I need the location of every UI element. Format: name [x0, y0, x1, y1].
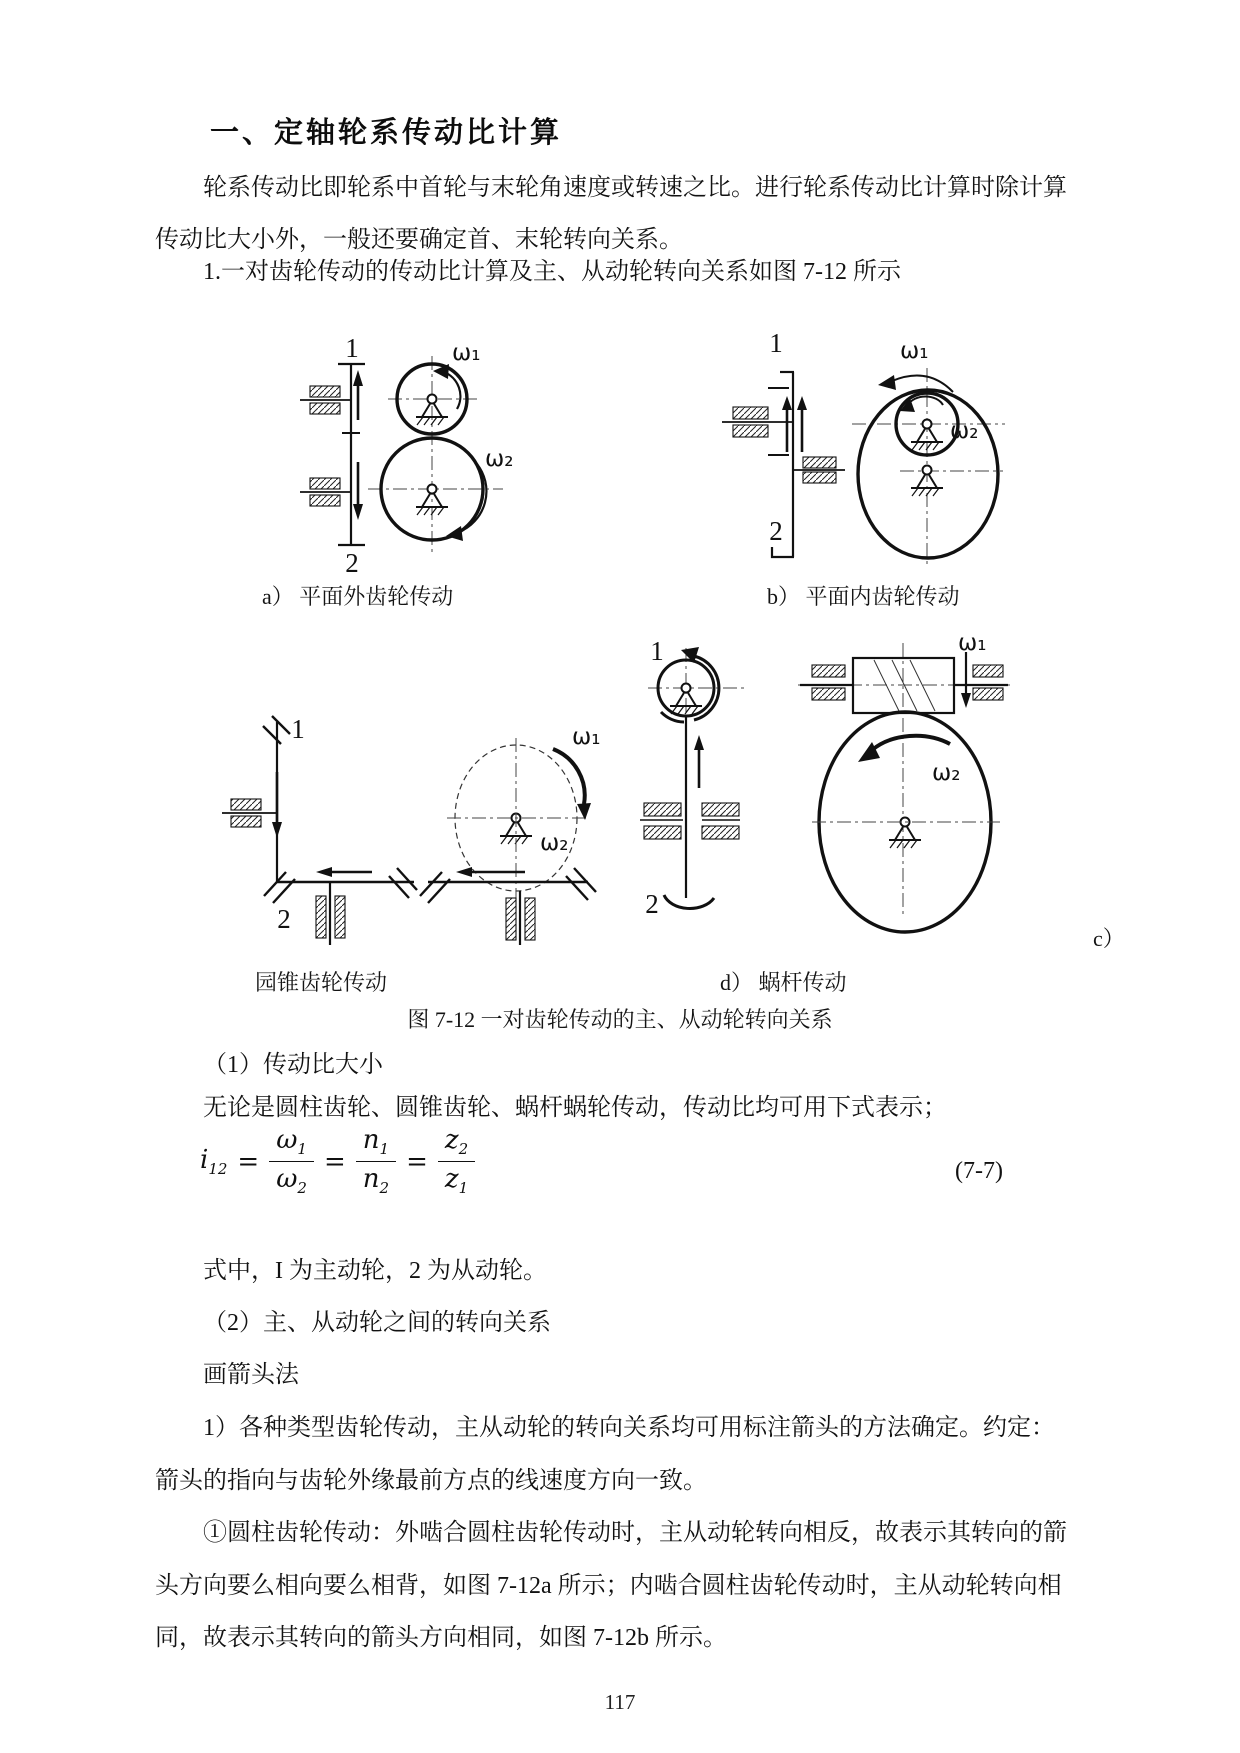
pivot [670, 684, 702, 715]
body-line: 同，故表示其转向的箭头方向相同，如图 7-12b 所示。 [155, 1625, 727, 1651]
omega2-label: ω₂ [950, 418, 979, 444]
pivot [911, 420, 943, 451]
eq-lhs: $i_{12}$ [200, 1145, 228, 1179]
rotation-arrow [444, 372, 460, 409]
body-line: 轮系传动比即轮系中首轮与末轮角速度或转速之比。进行轮系传动比计算时除计算 [203, 175, 1067, 201]
support [506, 891, 535, 945]
worm-wheel-small-circle [658, 660, 714, 716]
pivot [500, 814, 532, 845]
omega2-label: ω₂ [540, 830, 569, 856]
fraction-n: $\frac{n_1}{n_2}$ [356, 1126, 396, 1198]
omega1-label: ω₁ [572, 724, 601, 750]
body-line: 箭头的指向与齿轮外缘最前方点的线速度方向一致。 [155, 1468, 707, 1494]
body-line: （2）主、从动轮之间的转向关系 [203, 1310, 551, 1336]
body-line: （1）传动比大小 [203, 1052, 383, 1078]
body-line: 1）各种类型齿轮传动，主从动轮的转向关系均可用标注箭头的方法确定。约定： [203, 1415, 1055, 1441]
body-line: 传动比大小外，一般还要确定首、末轮转向关系。 [155, 227, 683, 253]
support [316, 882, 345, 945]
fraction-z: $\frac{z_2}{z_1}$ [438, 1126, 475, 1198]
body-line: ①圆柱齿轮传动：外啮合圆柱齿轮传动时，主从动轮转向相反，故表示其转向的箭 [203, 1520, 1067, 1546]
rotation-arrow [872, 736, 950, 750]
diagram-a-shaft2-label: 2 [345, 548, 359, 578]
figure-caption: 图 7-12 一对齿轮传动的主、从动轮转向关系 [407, 1007, 833, 1032]
bearing [722, 407, 845, 483]
gear1-circle [397, 364, 467, 434]
bevel-wheel-circle [455, 745, 577, 891]
body-line: 式中，I 为主动轮，2 为从动轮。 [203, 1258, 547, 1284]
pinion-circle [896, 393, 958, 455]
diagram-c-shaft2-label: 2 [277, 904, 291, 934]
section-heading: 一、定轴轮系传动比计算 [210, 117, 563, 149]
body-line: 头方向要么相向要么相背，如图 7-12a 所示；内啮合圆柱齿轮传动时，主从动轮转向相 [155, 1573, 1062, 1599]
diagram-b-internal-gear [722, 328, 1005, 566]
equation-7-7: $i_{12}$ = $\frac{\omega_1}{\omega_2}$ = $\frac{n_1}{n_2}$ = $\frac{z_2}{z_1}$ [200, 1126, 475, 1198]
worm-rectangle [853, 658, 954, 713]
worm-wheel-circle [819, 712, 991, 932]
caption-bevel: 园锥齿轮传动 [255, 970, 388, 995]
omega1-label: ω₁ [452, 340, 481, 366]
pivot [416, 395, 448, 426]
diagram-a-shaft1-label: 1 [345, 333, 359, 363]
ring-gear-circle [858, 390, 998, 558]
omega2-label: ω₂ [485, 446, 514, 472]
bearing [222, 799, 277, 827]
omega1-label: ω₁ [958, 630, 987, 656]
caption-d: d） 蜗杆传动 [720, 970, 847, 995]
diagram-c-bevel-gear [222, 714, 600, 945]
rotation-arrow [459, 464, 486, 532]
bearing [640, 803, 740, 839]
diagram-b-shaft1-label: 1 [769, 328, 783, 358]
diagram-b-shaft2-label: 2 [769, 516, 783, 546]
diagram-d-shaft1-label: 1 [650, 636, 664, 666]
equation-number: (7-7) [955, 1158, 1003, 1184]
diagram-d-worm-drive [640, 630, 1010, 932]
body-line: 1.一对齿轮传动的传动比计算及主、从动轮转向关系如图 7-12 所示 [203, 259, 901, 285]
pivot [416, 485, 448, 516]
omega1-label: ω₁ [900, 338, 929, 364]
diagram-c-shaft1-label: 1 [291, 714, 305, 744]
caption-a: a） 平面外齿轮传动 [262, 584, 454, 609]
caption-b: b） 平面内齿轮传动 [767, 584, 960, 609]
pivot [911, 466, 943, 497]
pivot [889, 818, 921, 849]
rotation-arrow [908, 396, 943, 405]
rotation-arrow [553, 749, 585, 804]
rotation-arrow [694, 656, 719, 720]
body-line: 无论是圆柱齿轮、圆锥齿轮、蜗杆蜗轮传动，传动比均可用下式表示； [203, 1095, 947, 1121]
page-number: 117 [604, 1690, 636, 1714]
caption-c: c） [1093, 926, 1125, 951]
diagram-a-external-gear [300, 333, 513, 578]
bearing [812, 665, 1003, 700]
diagram-d-shaft2-label: 2 [645, 889, 659, 919]
bearing [300, 386, 351, 506]
worm-hook-arc [664, 895, 714, 909]
rotation-arrow [892, 376, 953, 392]
body-line: 画箭头法 [203, 1362, 299, 1388]
gear2-circle [381, 438, 483, 540]
fraction-omega: $\frac{\omega_1}{\omega_2}$ [269, 1126, 314, 1198]
omega2-label: ω₂ [932, 760, 961, 786]
